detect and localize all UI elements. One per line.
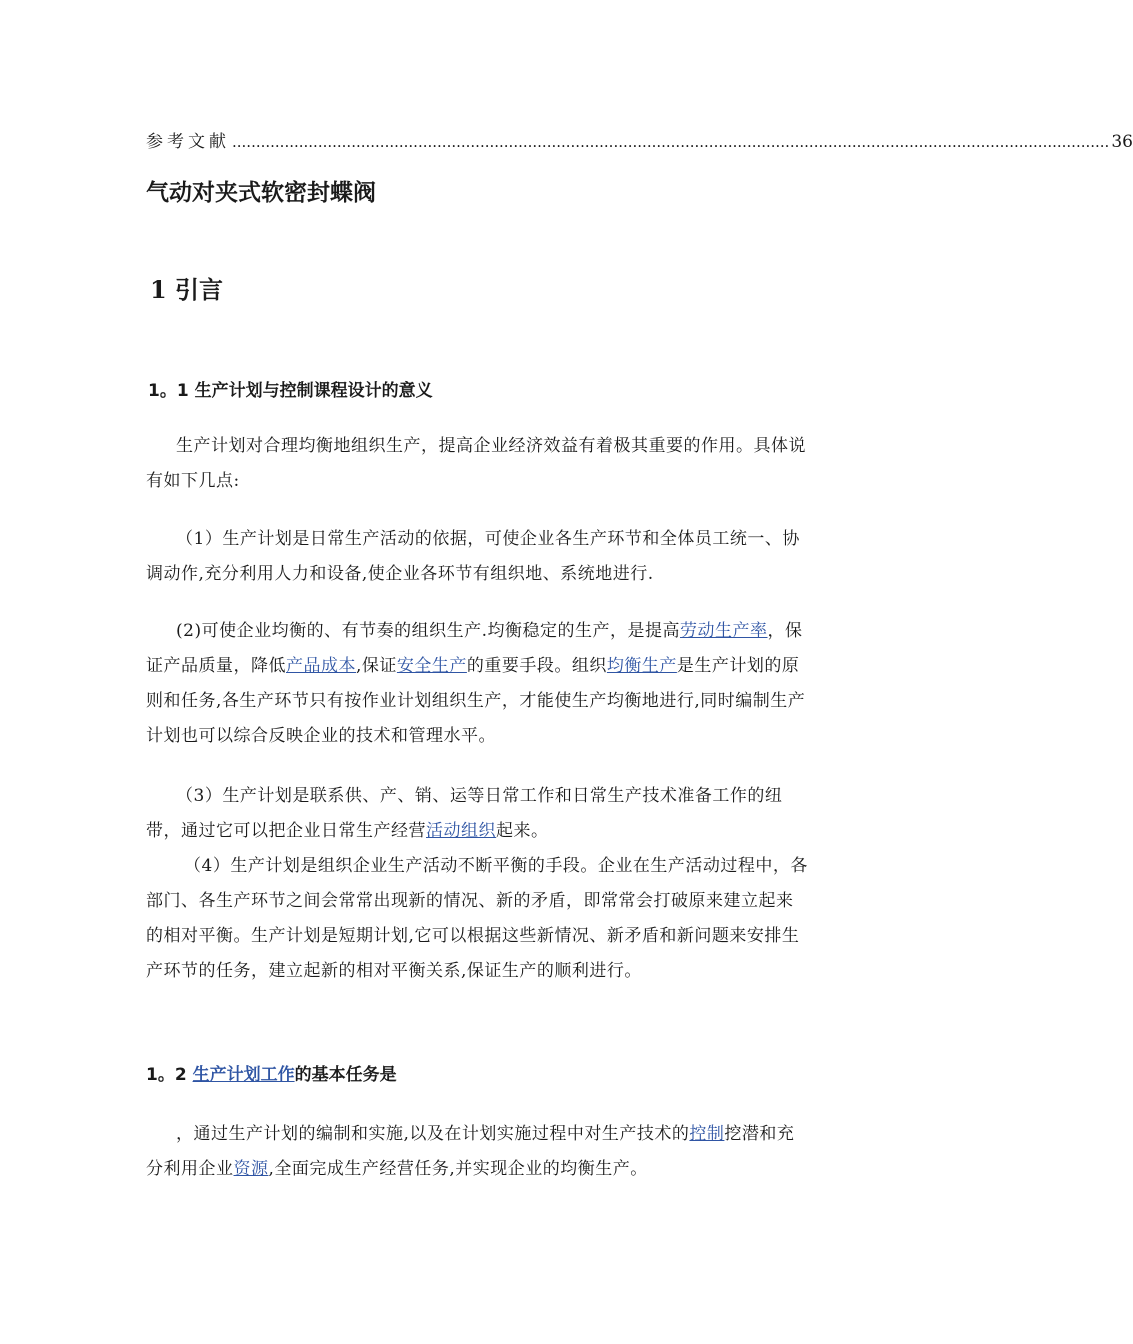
section-heading-1-2 bbox=[146, 1060, 397, 1085]
link-control[interactable]: 控制 bbox=[689, 1124, 725, 1144]
section-number: 1。2 bbox=[146, 1065, 193, 1085]
text-run: 起来。 bbox=[496, 821, 549, 841]
paragraph-point-1: （1）生产计划是日常生产活动的依据，可使企业各生产环节和全体员工统一、协调动作,充分利用人力和设备,使企业各环节有组织地、系统地进行. bbox=[146, 529, 800, 584]
link-activity-organization[interactable]: 活动组织 bbox=[426, 821, 496, 841]
text-run: ,保证 bbox=[356, 656, 397, 676]
toc-label: 参考文献 bbox=[146, 132, 230, 152]
link-balanced-production[interactable]: 均衡生产 bbox=[606, 656, 677, 676]
link-resources[interactable]: 资源 bbox=[233, 1159, 269, 1179]
document-title: 气动对夹式软密封蝶阀 bbox=[146, 180, 376, 206]
paragraph-tasks bbox=[146, 1117, 808, 1187]
link-product-cost[interactable]: 产品成本 bbox=[286, 656, 356, 676]
section-heading-suffix: 的基本任务是 bbox=[294, 1065, 397, 1085]
link-safe-production[interactable]: 安全生产 bbox=[396, 656, 467, 676]
paragraph-point-4: （4）生产计划是组织企业生产活动不断平衡的手段。企业在生产活动过程中，各部门、各生产环节之间会常常出现新的情况、新的矛盾，即常常会打破原来建立起来的相对平衡。生产计划是短期计划,它可以根据这些新情况、新矛盾和新问题来安排生产环节的任务，建立起新的相对平衡关系,保证生产的顺利进行。 bbox=[146, 856, 808, 981]
link-labor-productivity[interactable]: 劳动生产率 bbox=[679, 621, 768, 641]
paragraph-point-3 bbox=[146, 779, 808, 849]
text-run: 是生产计划的原则和任务,各生产环节只有按作业计划组织生产，才能使生产均衡地进行,同时编制生产计划也可以综合反映企业的技术和管理水平。 bbox=[146, 656, 806, 746]
text-run: (2)可使企业均衡的、有节奏的组织生产.均衡稳定的生产，是提高 bbox=[176, 621, 680, 641]
text-run: ,全面完成生产经营任务,并实现企业的均衡生产。 bbox=[268, 1159, 648, 1179]
paragraph-point-2 bbox=[146, 614, 808, 754]
chapter-heading: 1 引言 bbox=[150, 275, 224, 304]
text-run: 挖潜和充分利用企业 bbox=[146, 1124, 795, 1179]
text-run: ，通过生产计划的编制和实施,以及在计划实施过程中对生产技术的 bbox=[176, 1124, 690, 1144]
toc-leader-dots: ........................................................................................................................................................................................ bbox=[232, 133, 1110, 151]
toc-page-number: 36 bbox=[1111, 132, 1133, 152]
paragraph-intro: 生产计划对合理均衡地组织生产，提高企业经济效益有着极其重要的作用。具体说有如下几点: bbox=[146, 436, 806, 491]
toc-entry-references[interactable] bbox=[146, 124, 1133, 152]
section-heading-1-1: 1。1 生产计划与控制课程设计的意义 bbox=[148, 381, 433, 401]
text-run: ，保证产品质量，降低 bbox=[146, 621, 803, 676]
text-run: 的重要手段。组织 bbox=[466, 656, 607, 676]
text-run: （3）生产计划是联系供、产、销、运等日常工作和日常生产技术准备工作的纽带，通过它可以把企业日常生产经营 bbox=[146, 786, 783, 841]
link-production-planning-work[interactable]: 生产计划工作 bbox=[192, 1065, 295, 1085]
